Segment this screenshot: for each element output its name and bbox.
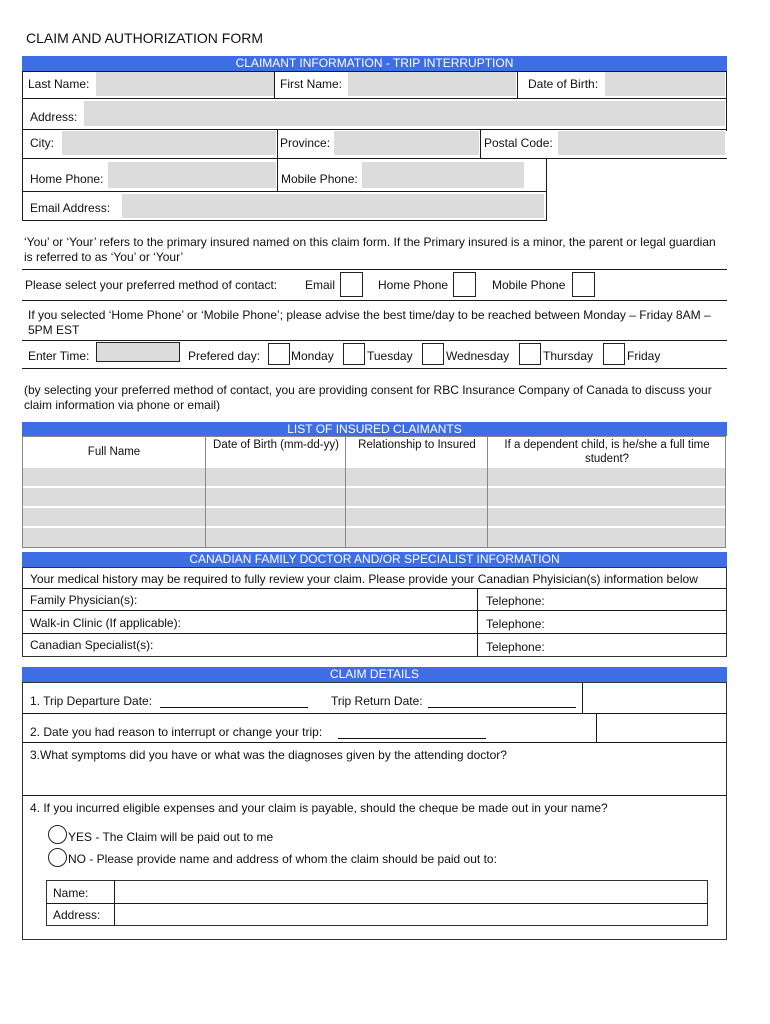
divider: [277, 158, 278, 191]
table-cell[interactable]: [23, 508, 205, 526]
divider: [480, 129, 481, 158]
departure-date-input[interactable]: [160, 706, 308, 708]
divider: [22, 300, 727, 301]
thursday-label: Thursday: [543, 349, 594, 363]
doctor-header: CANADIAN FAMILY DOCTOR AND/OR SPECIALIST INFORMATION: [22, 552, 727, 567]
mobile-phone-label: Mobile Phone:: [281, 172, 358, 186]
cheque-question: 4. If you incurred eligible expenses and your claim is payable, should the cheque be made out in your name?: [30, 801, 608, 815]
friday-label: Friday: [627, 349, 661, 363]
table-cell[interactable]: [346, 508, 487, 526]
home-phone-input[interactable]: [108, 162, 276, 188]
no-option-label: NO - Please provide name and address of whom the claim should be paid out to:: [68, 852, 497, 866]
table-cell[interactable]: [206, 528, 345, 547]
wednesday-label: Wednesday: [446, 349, 510, 363]
last-name-input[interactable]: [96, 72, 274, 96]
table-cell[interactable]: [206, 468, 345, 486]
payee-name-label: Name:: [53, 886, 89, 900]
tuesday-checkbox[interactable]: [343, 343, 365, 365]
first-name-label: First Name:: [280, 77, 343, 91]
wednesday-checkbox[interactable]: [422, 343, 444, 365]
friday-checkbox[interactable]: [603, 343, 625, 365]
table-cell[interactable]: [488, 508, 725, 526]
specialist-label: Canadian Specialist(s):: [30, 638, 154, 652]
province-label: Province:: [280, 136, 331, 150]
divider: [22, 610, 727, 611]
col-relationship: Relationship to Insured: [358, 439, 476, 451]
departure-date-label: 1. Trip Departure Date:: [30, 694, 153, 708]
preferred-day-label: Prefered day:: [188, 349, 261, 363]
col-dob: Date of Birth (mm-dd-yy): [213, 439, 339, 451]
contact-email-label: Email: [305, 278, 336, 292]
form-title: CLAIM AND AUTHORIZATION FORM: [26, 30, 263, 46]
province-input[interactable]: [334, 131, 479, 155]
last-name-label: Last Name:: [28, 77, 90, 91]
claim-header: CLAIM DETAILS: [22, 667, 727, 682]
insured-header: LIST OF INSURED CLAIMANTS: [22, 422, 727, 436]
family-telephone-label: Telephone:: [486, 594, 545, 608]
divider: [22, 340, 727, 341]
return-date-label: Trip Return Date:: [331, 694, 423, 708]
walkin-clinic-label: Walk-in Clinic (If applicable):: [30, 616, 181, 630]
doctor-intro: Your medical history may be required to fully review your claim. Please provide your Canadian Phyisician(s) information below: [30, 572, 698, 586]
table-cell[interactable]: [206, 508, 345, 526]
divider: [22, 71, 23, 221]
specialist-telephone-label: Telephone:: [486, 640, 545, 654]
yes-option-label: YES - The Claim will be paid out to me: [68, 830, 274, 844]
table-cell[interactable]: [488, 488, 725, 506]
email-address-input[interactable]: [122, 194, 544, 218]
consent-note: (by selecting your preferred method of contact, you are providing consent for RBC Insurance Company of Canada to discuss your claim information via phone or email): [24, 383, 712, 412]
table-cell[interactable]: [23, 488, 205, 506]
contact-home-phone-label: Home Phone: [378, 278, 449, 292]
table-cell[interactable]: [488, 528, 725, 547]
postal-code-input[interactable]: [558, 131, 725, 155]
divider: [726, 71, 727, 131]
no-radio[interactable]: [48, 848, 67, 867]
city-label: City:: [30, 136, 54, 150]
contact-method-prompt: Please select your preferred method of contact:: [25, 278, 278, 292]
postal-code-label: Postal Code:: [484, 136, 553, 150]
time-day-note: If you selected ‘Home Phone’ or ‘Mobile Phone’; please advise the best time/day to be reached between Monday – Friday 8AM – 5PM EST: [28, 308, 711, 337]
divider: [546, 158, 547, 220]
thursday-checkbox[interactable]: [519, 343, 541, 365]
table-cell[interactable]: [206, 488, 345, 506]
divider: [596, 713, 597, 742]
walkin-telephone-label: Telephone:: [486, 617, 545, 631]
divider: [22, 588, 727, 589]
family-physician-label: Family Physician(s):: [30, 593, 138, 607]
monday-label: Monday: [291, 349, 334, 363]
mobile-phone-input[interactable]: [362, 162, 524, 188]
enter-time-input[interactable]: [96, 342, 180, 362]
enter-time-label: Enter Time:: [28, 349, 90, 363]
contact-mobile-phone-label: Mobile Phone: [492, 278, 566, 292]
dob-label: Date of Birth:: [528, 77, 599, 91]
col-full-name: Full Name: [87, 446, 141, 458]
divider: [22, 633, 727, 634]
divider: [517, 71, 518, 98]
you-definition-note: ‘You’ or ‘Your’ refers to the primary insured named on this claim form. If the Primary insured is a minor, the parent or legal guardian is referred to as ‘You’ or ‘Your’: [24, 235, 716, 264]
divider: [22, 129, 727, 130]
claimant-header: CLAIMANT INFORMATION - TRIP INTERRUPTION: [22, 56, 727, 71]
col-student: If a dependent child, is he/she a full time student?: [504, 439, 710, 465]
interrupt-date-label: 2. Date you had reason to interrupt or change your trip:: [30, 725, 323, 739]
yes-radio[interactable]: [48, 825, 67, 844]
dob-input[interactable]: [605, 72, 725, 96]
interrupt-date-input[interactable]: [338, 737, 486, 739]
divider: [22, 98, 727, 99]
payee-address-label: Address:: [53, 908, 101, 922]
divider: [22, 158, 727, 159]
payee-name-input[interactable]: [115, 881, 707, 903]
email-address-label: Email Address:: [30, 201, 111, 215]
home-phone-label: Home Phone:: [30, 172, 104, 186]
contact-home-phone-checkbox[interactable]: [453, 272, 476, 297]
table-cell[interactable]: [23, 528, 205, 547]
table-cell[interactable]: [23, 468, 205, 486]
payee-address-input[interactable]: [115, 904, 707, 925]
table-cell[interactable]: [346, 528, 487, 547]
table-cell[interactable]: [488, 468, 725, 486]
divider: [22, 368, 727, 369]
divider: [22, 220, 547, 221]
divider: [22, 269, 727, 270]
monday-checkbox[interactable]: [268, 343, 290, 365]
table-cell[interactable]: [346, 488, 487, 506]
table-cell[interactable]: [346, 468, 487, 486]
first-name-input[interactable]: [348, 72, 516, 96]
divider: [22, 191, 547, 192]
symptoms-question: 3.What symptoms did you have or what was the diagnoses given by the attending doctor?: [30, 748, 507, 762]
tuesday-label: Tuesday: [367, 349, 413, 363]
divider: [22, 795, 727, 796]
divider: [582, 682, 583, 713]
contact-email-checkbox[interactable]: [340, 272, 363, 297]
divider: [22, 713, 727, 714]
address-label: Address:: [30, 110, 78, 124]
contact-mobile-phone-checkbox[interactable]: [572, 272, 595, 297]
city-input[interactable]: [62, 131, 276, 155]
divider: [477, 588, 478, 657]
symptoms-input[interactable]: [24, 762, 724, 794]
address-input[interactable]: [84, 101, 725, 126]
divider: [274, 71, 275, 98]
return-date-input[interactable]: [428, 706, 576, 708]
divider: [277, 129, 278, 158]
divider: [22, 742, 727, 743]
